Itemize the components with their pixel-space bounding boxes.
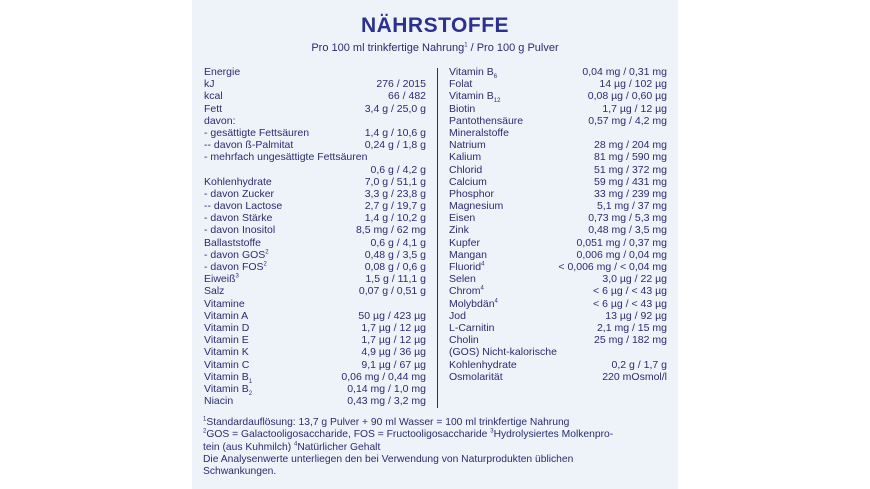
nutrient-row: [449, 176, 667, 188]
nutrient-label: [204, 359, 249, 371]
nutrient-label-text: - davon FOS: [204, 261, 264, 273]
footnote-line: [203, 417, 673, 429]
nutrient-label: [449, 273, 476, 285]
nutrient-row: [204, 127, 426, 139]
nutrient-value: 0,6 g / 4,1 g: [370, 236, 426, 249]
nutrient-row: [449, 261, 667, 273]
nutrient-row: [449, 346, 667, 358]
nutrient-value: 0,06 mg / 0,44 mg: [341, 370, 426, 383]
nutrient-label-text: - mehrfach ungesättigte Fettsäuren: [204, 151, 368, 164]
nutrient-row: [449, 200, 667, 212]
footnote-text: tein (aus Kuhmilch): [203, 441, 294, 453]
nutrient-value: 7,0 g / 51,1 g: [364, 175, 426, 188]
nutrient-label-text: Jod: [449, 309, 466, 322]
nutrient-value: 1,7 µg / 12 µg: [361, 334, 426, 347]
nutrient-label: [204, 176, 272, 188]
footnote-text: Standardauflösung: 13,7 g Pulver + 90 ml Wasser = 100 ml trinkfertige Nahrung: [206, 417, 570, 428]
nutrient-label-text: Biotin: [449, 102, 476, 115]
nutrient-label: [449, 237, 480, 249]
nutrient-label-text: Vitamin D: [204, 321, 250, 334]
nutrient-value: 3,4 g / 25,0 g: [364, 102, 426, 115]
nutrient-label: [449, 103, 475, 115]
nutrient-row: [204, 383, 426, 395]
nutrient-value: 0,6 g / 4,2 g: [370, 163, 426, 176]
nutrient-label: [204, 298, 245, 310]
nutrient-value: 28 mg / 204 mg: [594, 139, 667, 152]
nutrient-row: [449, 115, 667, 127]
nutrient-value: 66 / 482: [388, 90, 426, 103]
nutrient-label: [204, 151, 367, 163]
nutrient-label: [449, 261, 484, 273]
nutrient-footnote-mark: 3: [235, 273, 239, 280]
nutrient-label-text: Osmolarität: [449, 370, 503, 383]
nutrient-value: < 6 µg / < 43 µg: [593, 297, 667, 310]
nutrient-label-text: Ballaststoffe: [204, 236, 262, 249]
nutrient-label-text: - davon GOS: [204, 248, 266, 261]
nutrient-value: < 6 µg / < 43 µg: [593, 285, 667, 298]
nutrient-label-text: -- davon ß-Palmitat: [204, 139, 294, 152]
footnote-mark: 4: [294, 441, 298, 448]
nutrient-label: [449, 66, 498, 81]
nutrient-label-text: L-Carnitin: [449, 321, 495, 334]
nutrient-value: 59 mg / 431 mg: [594, 175, 667, 188]
nutrient-row: [204, 285, 426, 297]
nutrient-label-text: Mineralstoffe: [449, 126, 509, 139]
nutrient-row: [449, 188, 667, 200]
nutrient-label: [204, 78, 215, 90]
nutrient-row: [204, 188, 426, 200]
footnote-line: Schwankungen.: [203, 466, 277, 478]
nutrient-label: [204, 212, 272, 224]
nutrient-label: [449, 212, 475, 224]
nutrient-label-text: - gesättigte Fettsäuren: [204, 126, 310, 139]
nutrient-value: 5,1 mg / 37 mg: [596, 200, 667, 213]
nutrient-label-text: Vitamin B: [449, 90, 494, 103]
nutrient-label: [449, 322, 495, 334]
nutrient-value: 1,5 g / 11,1 g: [365, 273, 426, 286]
nutrient-label: [204, 188, 274, 200]
nutrient-value: 1,7 µg / 12 µg: [602, 102, 667, 115]
nutrient-label: [449, 334, 479, 346]
nutrient-label-text: Mangan: [449, 248, 487, 261]
nutrient-row: [449, 359, 667, 371]
nutrient-label-text: kJ: [204, 78, 215, 91]
nutrient-value: 8,5 mg / 62 mg: [355, 224, 426, 237]
nutrient-row: [204, 90, 426, 102]
nutrient-label-text: Eiweiß: [204, 273, 236, 286]
nutrient-column-left: [204, 66, 426, 407]
footnote-mark: 3: [490, 428, 494, 435]
nutrient-value: 0,43 mg / 3,2 mg: [347, 395, 426, 408]
nutrient-row: [449, 103, 667, 115]
nutrient-value: 1,4 g / 10,6 g: [364, 126, 426, 139]
nutrient-row: [204, 200, 426, 212]
nutrient-value: 220 mOsmol/l: [602, 370, 667, 383]
nutrient-label-text: Folat: [449, 78, 473, 91]
nutrient-label-text: -- davon Lactose: [204, 200, 283, 213]
nutrient-label-text: Phosphor: [449, 187, 494, 200]
subtitle: [192, 42, 678, 54]
nutrient-value: 276 / 2015: [376, 78, 426, 91]
nutrient-label: [204, 224, 275, 236]
nutrient-row: [449, 322, 667, 334]
nutrient-value: 2,1 mg / 15 mg: [596, 321, 667, 334]
nutrient-label: [449, 249, 487, 261]
nutrient-label: [204, 285, 224, 297]
nutrient-row: [449, 90, 667, 105]
nutrient-row: [204, 139, 426, 151]
nutrient-value: 50 µg / 423 µg: [358, 309, 426, 322]
nutrient-value: 0,04 mg / 0,31 mg: [582, 66, 667, 78]
nutrient-row: [204, 261, 426, 273]
nutrient-label: [449, 151, 481, 163]
nutrient-value: < 0,006 mg / < 0,04 mg: [558, 261, 667, 273]
nutrient-label: [204, 249, 269, 261]
nutrient-row: [449, 334, 667, 346]
nutrient-label-text: Molybdän: [449, 297, 495, 310]
nutrient-subscript: 1: [248, 378, 253, 385]
nutrient-row: [204, 395, 426, 407]
nutrient-footnote-mark: 2: [265, 249, 269, 256]
nutrient-label-text: Fett: [204, 102, 223, 115]
nutrient-row: [449, 78, 667, 90]
nutrient-label: [449, 127, 509, 139]
nutrient-label: [449, 90, 501, 105]
nutrient-label: [449, 346, 557, 358]
nutrient-footnote-mark: 4: [480, 285, 484, 292]
footnote-text: Natürlicher Gehalt: [297, 441, 381, 453]
nutrient-value: 0,08 g / 0,6 g: [364, 261, 426, 273]
footnote-line: [203, 442, 673, 454]
nutrient-label-text: Chrom: [449, 285, 481, 298]
nutrient-value: 4,9 µg / 36 µg: [361, 346, 426, 359]
footnote-text: Hydrolysiertes Molkenpro-: [493, 429, 614, 441]
nutrient-value: 81 mg / 590 mg: [594, 151, 667, 164]
nutrient-row: [449, 139, 667, 151]
nutrient-label-text: Energie: [204, 66, 241, 78]
nutrient-row: [449, 371, 667, 383]
nutrient-row: [449, 151, 667, 163]
nutrient-label-text: Magnesium: [449, 200, 504, 213]
nutrient-row: [204, 164, 426, 176]
nutrient-value: 33 mg / 239 mg: [594, 187, 667, 200]
nutrient-value: 3,3 g / 23,8 g: [364, 187, 426, 200]
nutrient-label: [449, 164, 482, 176]
nutrient-label-text: Calcium: [449, 175, 487, 188]
subtitle-text-rest: / Pro 100 g Pulver: [467, 42, 559, 54]
nutrient-row: [204, 78, 426, 90]
nutrient-label-text: Chlorid: [449, 163, 483, 176]
nutrient-label: [204, 346, 249, 358]
nutrient-row: [204, 151, 426, 163]
nutrient-row: [449, 298, 667, 310]
footnote-line: Die Analysenwerte unterliegen den bei Verwendung von Naturprodukten üblichen: [203, 453, 574, 465]
nutrient-row: [204, 237, 426, 249]
nutrient-row: [204, 212, 426, 224]
nutrient-label-text: Vitamine: [204, 297, 245, 310]
nutrient-label: [449, 371, 503, 383]
nutrient-label: [449, 285, 484, 297]
nutrient-label: [204, 322, 249, 334]
column-divider: [437, 68, 438, 408]
nutrient-label: [204, 395, 233, 407]
nutrient-label: [204, 334, 249, 346]
nutrient-row: [204, 176, 426, 188]
nutrient-label: [449, 359, 517, 371]
nutrient-row: [204, 273, 426, 285]
nutrient-label-text: - davon Stärke: [204, 212, 273, 225]
nutrient-label: [204, 237, 261, 249]
nutrient-footnote-mark: 2: [263, 261, 267, 268]
nutrient-label-text: Vitamin A: [204, 309, 249, 322]
nutrient-row: [204, 249, 426, 261]
nutrient-label: [204, 310, 248, 322]
nutrient-label: [449, 310, 466, 322]
nutrient-value: 9,1 µg / 67 µg: [361, 358, 426, 371]
nutrient-row: [449, 127, 667, 139]
nutrient-label-text: Vitamin K: [204, 346, 249, 359]
nutrient-label-text: - davon Zucker: [204, 187, 275, 200]
nutrient-label: [204, 127, 309, 139]
nutrient-label: [449, 115, 523, 127]
nutrient-label: [204, 90, 223, 102]
nutrient-value: 0,73 mg / 5,3 mg: [588, 212, 667, 225]
nutrient-row: [204, 310, 426, 322]
nutrient-label: [204, 139, 293, 151]
nutrient-value: 0,006 mg / 0,04 mg: [576, 248, 667, 261]
nutrient-value: 0,48 mg / 3,5 mg: [588, 224, 667, 237]
nutrient-row: [204, 298, 426, 310]
nutrient-label-text: Eisen: [449, 212, 476, 225]
nutrient-label-text: Pantothensäure: [449, 114, 524, 127]
footnote-mark: 1: [203, 416, 207, 423]
nutrient-column-right: [449, 66, 667, 383]
nutrient-label: [204, 66, 240, 78]
nutrient-row: [449, 310, 667, 322]
nutrient-label: [449, 298, 498, 310]
nutrient-row: [204, 334, 426, 346]
nutrient-label-text: Niacin: [204, 395, 234, 408]
nutrient-label-text: Vitamin C: [204, 358, 250, 371]
nutrient-label-text: Kohlenhydrate: [449, 358, 517, 371]
nutrient-label: [449, 188, 494, 200]
nutrient-subscript: 2: [248, 390, 253, 397]
nutrient-label-text: Cholin: [449, 334, 479, 347]
nutrient-label-text: Natrium: [449, 139, 486, 152]
nutrient-value: 2,7 g / 19,7 g: [364, 200, 426, 213]
subtitle-footnote-mark: 1: [464, 42, 468, 49]
nutrient-label-text: Selen: [449, 273, 476, 286]
nutrient-subscript: 6: [493, 74, 498, 81]
nutrient-row: [204, 103, 426, 115]
nutrient-row: [449, 224, 667, 236]
nutrient-label-text: Zink: [449, 224, 469, 237]
nutrient-label: [204, 115, 236, 127]
nutrient-label: [449, 224, 469, 236]
nutrient-row: [204, 115, 426, 127]
nutrient-row: [204, 224, 426, 236]
nutrient-row: [204, 359, 426, 371]
nutrient-row: [204, 322, 426, 334]
nutrient-row: [449, 212, 667, 224]
nutrient-footnote-mark: 4: [481, 261, 485, 268]
nutrient-label-text: Kohlenhydrate: [204, 175, 272, 188]
nutrient-value: 0,08 µg / 0,60 µg: [587, 90, 667, 103]
nutrient-label-text: Kupfer: [449, 236, 480, 249]
nutrient-label-text: Vitamin B: [204, 382, 249, 395]
nutrient-label: [449, 139, 486, 151]
nutrient-value: 0,2 g / 1,7 g: [611, 358, 667, 371]
nutrient-row: [204, 66, 426, 78]
nutrient-row: [449, 237, 667, 249]
nutrient-row: [449, 249, 667, 261]
nutrient-label-text: davon:: [204, 114, 236, 127]
nutrient-label: [204, 371, 252, 383]
nutrient-label-text: Vitamin E: [204, 334, 249, 347]
nutrition-panel: [192, 0, 678, 489]
nutrient-value: 1,7 µg / 12 µg: [361, 321, 426, 334]
footnote-text: GOS = Galactooligosaccharide, FOS = Fructooligosaccharide: [206, 429, 491, 441]
nutrient-row: [449, 285, 667, 297]
nutrient-label-text: kcal: [204, 90, 223, 103]
nutrient-subscript: 12: [493, 98, 501, 105]
nutrient-label-text: (GOS) Nicht-kalorische: [449, 346, 557, 359]
nutrient-label: [204, 383, 252, 395]
nutrient-row: [449, 273, 667, 285]
nutrient-row: [449, 164, 667, 176]
nutrient-label-text: Vitamin B: [449, 66, 494, 78]
nutrient-value: 25 mg / 182 mg: [594, 334, 667, 347]
nutrient-label: [449, 200, 503, 212]
nutrient-label: [204, 273, 239, 285]
nutrient-footnote-mark: 4: [494, 298, 498, 305]
nutrient-label-text: Kalium: [449, 151, 482, 164]
footnote-line: [203, 429, 673, 441]
nutrient-label: [204, 261, 267, 273]
nutrient-label-text: Vitamin B: [204, 370, 249, 383]
nutrient-value: 0,48 g / 3,5 g: [364, 248, 426, 261]
footnote-mark: 2: [203, 428, 207, 435]
footnotes: [203, 417, 673, 478]
nutrient-row: [204, 371, 426, 383]
nutrient-label: [204, 200, 282, 212]
nutrient-row: [204, 346, 426, 358]
nutrient-value: 14 µg / 102 µg: [599, 78, 667, 91]
nutrient-value: 0,57 mg / 4,2 mg: [588, 114, 667, 127]
nutrient-label-text: Fluorid: [449, 261, 482, 273]
nutrient-label-text: - davon Inositol: [204, 224, 276, 237]
nutrient-value: 0,07 g / 0,51 g: [358, 285, 426, 298]
nutrient-value: 51 mg / 372 mg: [594, 163, 667, 176]
nutrient-value: 0,24 g / 1,8 g: [364, 139, 426, 152]
nutrient-value: 0,14 mg / 1,0 mg: [347, 382, 426, 395]
nutrient-label: [204, 103, 222, 115]
subtitle-text: Pro 100 ml trinkfertige Nahrung: [311, 42, 465, 54]
nutrient-value: 0,051 mg / 0,37 mg: [576, 236, 667, 249]
page-title: NÄHRSTOFFE: [360, 14, 510, 37]
nutrient-row: [449, 66, 667, 81]
nutrient-label-text: Salz: [204, 285, 225, 298]
nutrient-label: [449, 176, 487, 188]
nutrient-value: 1,4 g / 10,2 g: [364, 212, 426, 225]
nutrient-label: [449, 78, 472, 90]
nutrient-value: 3,0 µg / 22 µg: [602, 273, 667, 286]
nutrient-value: 13 µg / 92 µg: [605, 309, 667, 322]
